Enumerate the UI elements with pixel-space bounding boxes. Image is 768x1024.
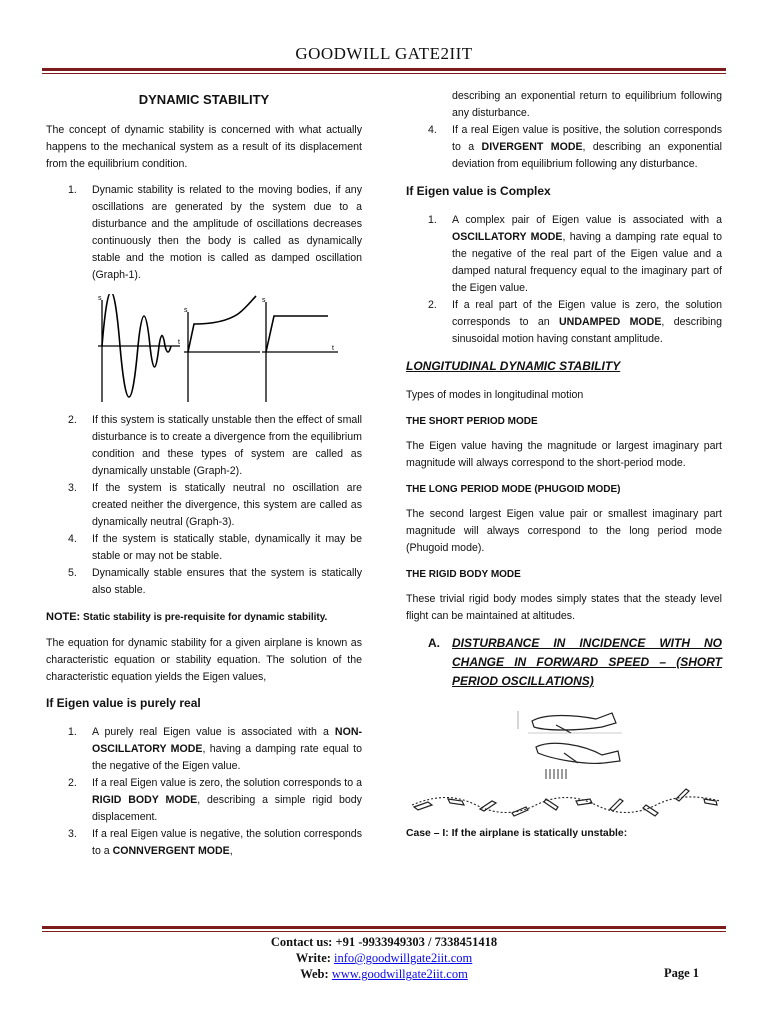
real-eigen-list-cont [406, 122, 722, 173]
case-text: Case – I: If the airplane is statically unstable: [406, 828, 628, 839]
types-text: Types of modes in longitudinal motion [406, 389, 584, 401]
short-period-heading: THE SHORT PERIOD MODE [406, 416, 538, 427]
note-paragraph: NOTE: Static stability is pre-requisite for dynamic stability. [46, 611, 328, 623]
svg-text:s: s [262, 297, 266, 304]
section-title: DYNAMIC STABILITY [138, 92, 270, 107]
website-link[interactable]: www.goodwillgate2iit.com [331, 967, 468, 981]
svg-text:s: s [184, 307, 188, 314]
longitudinal-heading: LONGITUDINAL DYNAMIC STABILITY [406, 359, 621, 373]
page-number: Page 1 [664, 966, 700, 980]
svg-text:s: s [98, 295, 102, 302]
rigid-body-text: These trivial rigid body modes simply states that the steady level flight can be maintained at altitudes. [406, 593, 722, 622]
list-item: 1. Dynamic stability is related to the moving bodies, if any oscillations are generated by the system due to a disturbance and the amplitude of oscillations decreases continuously then the body is called as dynamically stable and the motion is called as damped oscillation (Graph-1). [68, 184, 362, 281]
list-item: 2. If a real part of the Eigen value is zero, the solution corresponds to an UNDAMPED MODE, describing sinusoidal motion having constant amplitude. [428, 299, 722, 345]
real-eigen-list [46, 724, 362, 860]
graph-neutral [262, 297, 338, 402]
left-column [46, 88, 362, 870]
stability-graphs-figure [98, 294, 338, 406]
list-item: 5. Dynamically stable ensures that the system is statically also stable. [68, 567, 362, 596]
list-item: 1. A purely real Eigen value is associated with a NON-OSCILLATORY MODE, having a damping rate equal to the negative of the Eigen value. [68, 726, 362, 772]
complex-eigen-list [406, 212, 722, 348]
long-period-heading: THE LONG PERIOD MODE (PHUGOID MODE) [406, 484, 621, 495]
complex-eigen-heading: If Eigen value is Complex [406, 184, 551, 198]
graph-divergence [184, 296, 260, 402]
list-item: 3. If the system is statically neutral no oscillation are created neither the divergence, this system are called as dynamically neutral (Graph-3). [68, 482, 362, 528]
list-item: 2. If this system is statically unstable then the effect of small disturbance is to create a divergence from the equilibrium condition and these types of system are called as dynamically unstable (Graph-2). [68, 414, 362, 477]
email-link[interactable]: info@goodwillgate2iit.com [334, 951, 473, 965]
real-eigen-heading: If Eigen value is purely real [46, 696, 201, 710]
header-rule-thin [42, 73, 726, 74]
footer-write: Write: info@goodwillgate2iit.com [295, 951, 473, 965]
right-column [406, 88, 722, 851]
list-item: 3. If a real Eigen value is negative, the solution corresponds to a CONNVERGENT MODE, [68, 828, 362, 857]
equation-paragraph: The equation for dynamic stability for a given airplane is known as characteristic equation or stability equation. The solution of the characteristic equation yields the Eigen values, [46, 637, 362, 683]
svg-text:t: t [178, 339, 180, 346]
footer [0, 934, 768, 982]
footer-contact: Contact us: +91 -9933949303 / 7338451418 [270, 935, 498, 949]
graph-damped-oscillation [98, 294, 180, 402]
airplane-level-icon [518, 711, 622, 733]
dynamic-stability-list-b [46, 412, 362, 599]
rigid-body-heading: THE RIGID BODY MODE [406, 569, 521, 580]
continued-text: describing an exponential return to equilibrium following any disturbance. [452, 90, 722, 119]
oscillation-path [412, 789, 720, 816]
aircraft-oscillation-figure [406, 701, 726, 823]
footer-web: Web: www.goodwillgate2iit.com [300, 967, 468, 981]
svg-text:t: t [332, 345, 334, 352]
footer-rule-thin [42, 931, 726, 932]
long-period-text: The second largest Eigen value pair or smallest imaginary part magnitude will always correspond to the long period mode (Phugoid mode). [406, 508, 722, 554]
list-item: 4. If a real Eigen value is positive, the solution corresponds to a DIVERGENT MODE, describing an exponential deviation from equilibrium following any disturbance. [428, 124, 722, 170]
header-rule-thick [42, 68, 726, 71]
footer-rule-thick [42, 926, 726, 929]
disturbance-heading: A. DISTURBANCE IN INCIDENCE WITH NO CHANGE IN FORWARD SPEED – (SHORT PERIOD OSCILLATIONS) [428, 636, 722, 688]
intro-paragraph: The concept of dynamic stability is concerned with what actually happens to the mechanical system as a result of its displacement from the equilibrium condition. [46, 124, 362, 170]
list-item: 1. A complex pair of Eigen value is associated with a OSCILLATORY MODE, having a damping rate equal to the negative of the real part of the Eigen value and a damped natural frequency equal to the imaginary part of the Eigen value. [428, 214, 722, 294]
page-header-title: GOODWILL GATE2IIT [295, 44, 473, 63]
airplane-pitched-icon [536, 743, 620, 779]
short-period-text: The Eigen value having the magnitude or largest imaginary part magnitude will always correspond to the short-period mode. [406, 440, 722, 469]
list-item: 2. If a real Eigen value is zero, the solution corresponds to a RIGID BODY MODE, describing a simple rigid body displacement. [68, 777, 362, 823]
list-item: 4. If the system is statically stable, dynamically it may be stable or may not be stable. [68, 533, 362, 562]
dynamic-stability-list-a [46, 182, 362, 284]
